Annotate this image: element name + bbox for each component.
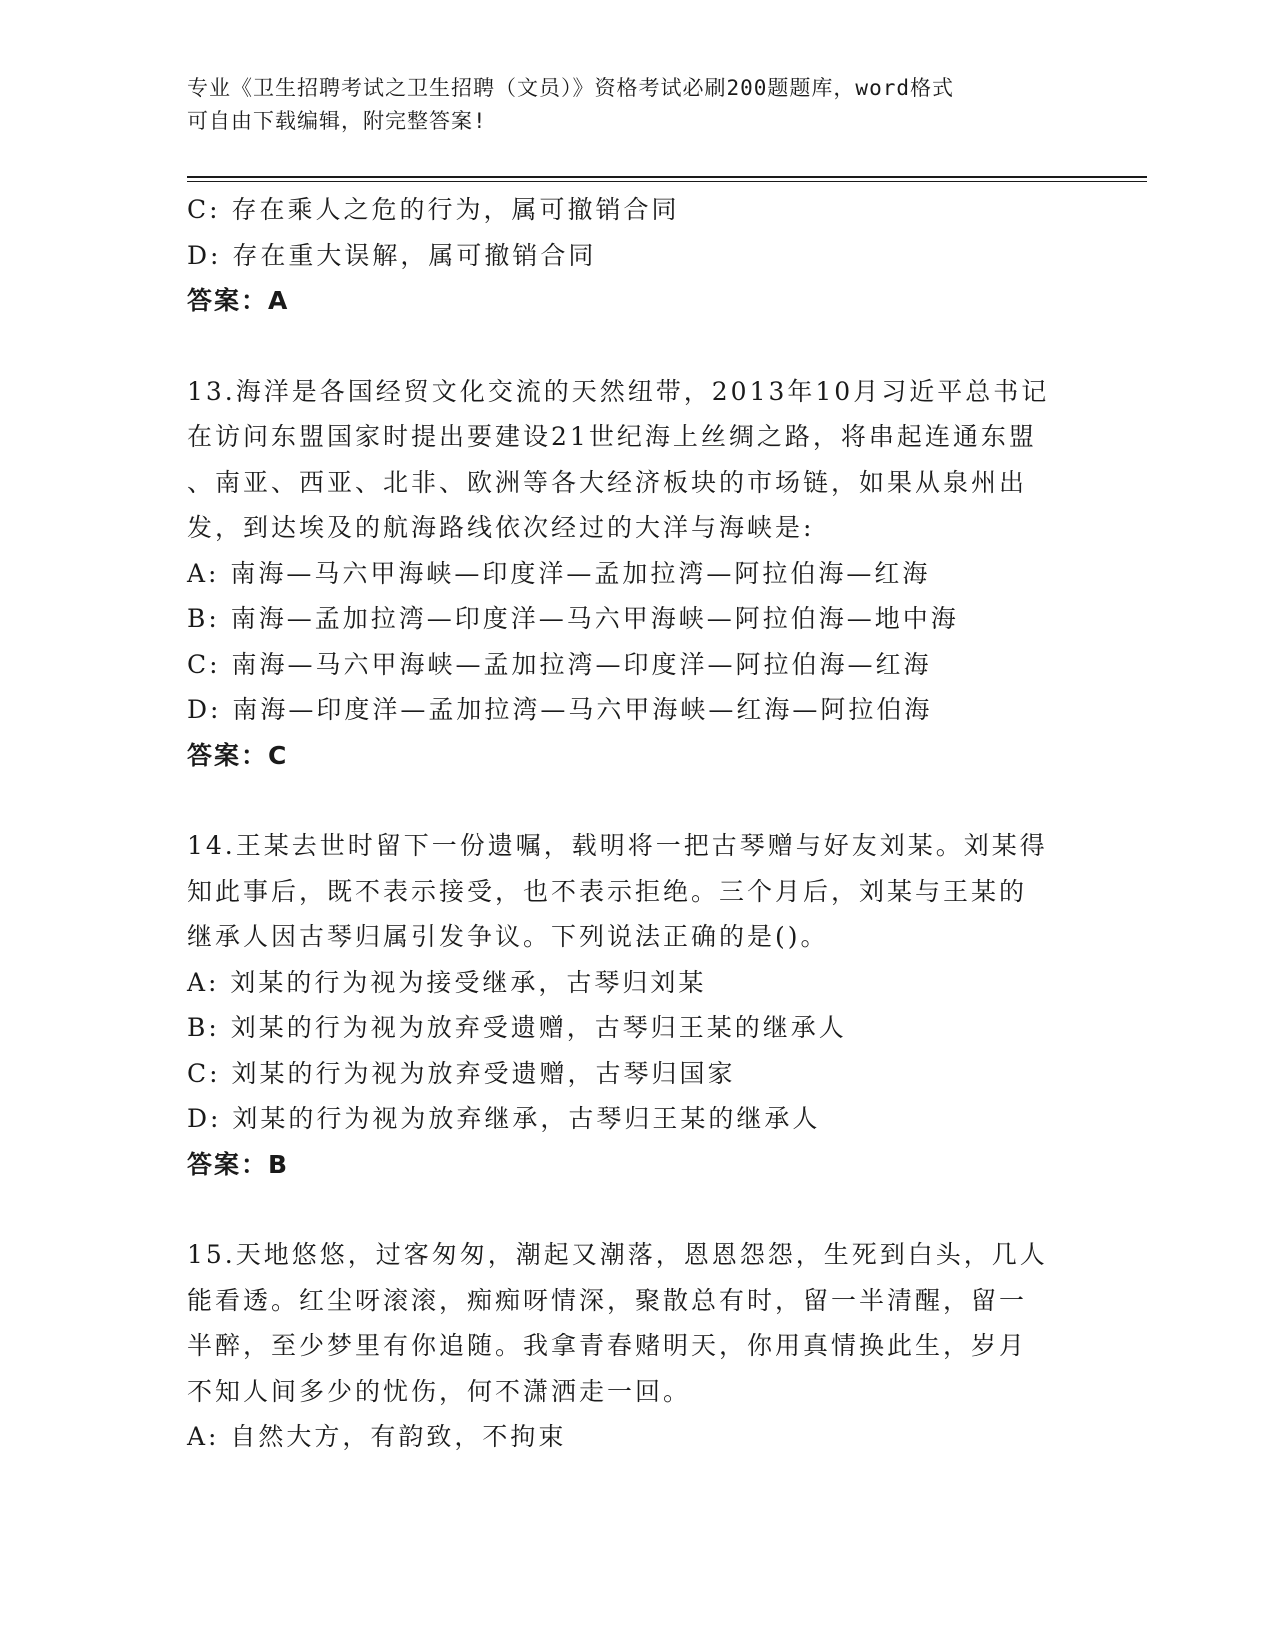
spacer (187, 324, 1087, 369)
question-12 (187, 187, 1087, 324)
spacer (187, 1187, 1087, 1232)
document-body (187, 187, 1087, 1460)
question-13 (187, 369, 1087, 779)
header-line-2: 可自由下载编辑，附完整答案! (187, 109, 487, 133)
answer-line: 答案：B (187, 1149, 290, 1179)
question-14 (187, 823, 1087, 1187)
option-d: D: 存在重大误解，属可撤销合同 (187, 240, 597, 270)
question-stem-line: 、南亚、西亚、北非、欧洲等各大经济板块的市场链，如果从泉州出 (187, 467, 1028, 497)
spacer (187, 778, 1087, 823)
option-c: C: 南海—马六甲海峡—孟加拉湾—印度洋—阿拉伯海—红海 (187, 649, 932, 679)
question-stem-line: 15.天地悠悠，过客匆匆，潮起又潮落，恩恩怨怨，生死到白头，几人 (187, 1240, 1048, 1269)
question-stem-line: 发，到达埃及的航海路线依次经过的大洋与海峡是: (187, 513, 815, 542)
document-header (187, 72, 1067, 138)
question-15 (187, 1232, 1087, 1460)
question-stem-line: 半醉，至少梦里有你追随。我拿青春赌明天，你用真情换此生，岁月 (187, 1331, 1028, 1360)
option-c: C: 存在乘人之危的行为，属可撤销合同 (187, 195, 680, 224)
option-a: A: 刘某的行为视为接受继承，古琴归刘某 (187, 967, 707, 997)
header-line-1: 专业《卫生招聘考试之卫生招聘（文员）》资格考试必刷200题题库，word格式 (187, 76, 954, 100)
option-a: A: 自然大方，有韵致，不拘束 (187, 1422, 567, 1451)
answer-line: 答案：C (187, 740, 289, 770)
answer-line: 答案：A (187, 286, 290, 315)
option-b: B: 刘某的行为视为放弃受遗赠，古琴归王某的继承人 (187, 1013, 847, 1042)
question-stem-line: 14.王某去世时留下一份遗嘱，载明将一把古琴赠与好友刘某。刘某得 (187, 831, 1048, 860)
question-stem-line: 继承人因古琴归属引发争议。下列说法正确的是()。 (187, 922, 829, 951)
question-stem-line: 在访问东盟国家时提出要建设21世纪海上丝绸之路，将串起连通东盟 (187, 422, 1037, 451)
header-divider-thin (187, 181, 1147, 182)
question-stem-line: 能看透。红尘呀滚滚，痴痴呀情深，聚散总有时，留一半清醒，留一 (187, 1285, 1028, 1315)
option-b: B: 南海—孟加拉湾—印度洋—马六甲海峡—阿拉伯海—地中海 (187, 604, 959, 633)
question-stem-line: 13.海洋是各国经贸文化交流的天然纽带，2013年10月习近平总书记 (187, 376, 1050, 406)
header-divider-thick (187, 176, 1147, 178)
option-d: D: 南海—印度洋—孟加拉湾—马六甲海峡—红海—阿拉伯海 (187, 695, 933, 724)
question-stem-line: 知此事后，既不表示接受，也不表示拒绝。三个月后，刘某与王某的 (187, 876, 1028, 906)
option-d: D: 刘某的行为视为放弃继承，古琴归王某的继承人 (187, 1104, 821, 1133)
question-stem-line: 不知人间多少的忧伤，何不潇洒走一回。 (187, 1376, 692, 1406)
option-a: A: 南海—马六甲海峡—印度洋—孟加拉湾—阿拉伯海—红海 (187, 558, 931, 588)
option-c: C: 刘某的行为视为放弃受遗赠，古琴归国家 (187, 1058, 736, 1088)
